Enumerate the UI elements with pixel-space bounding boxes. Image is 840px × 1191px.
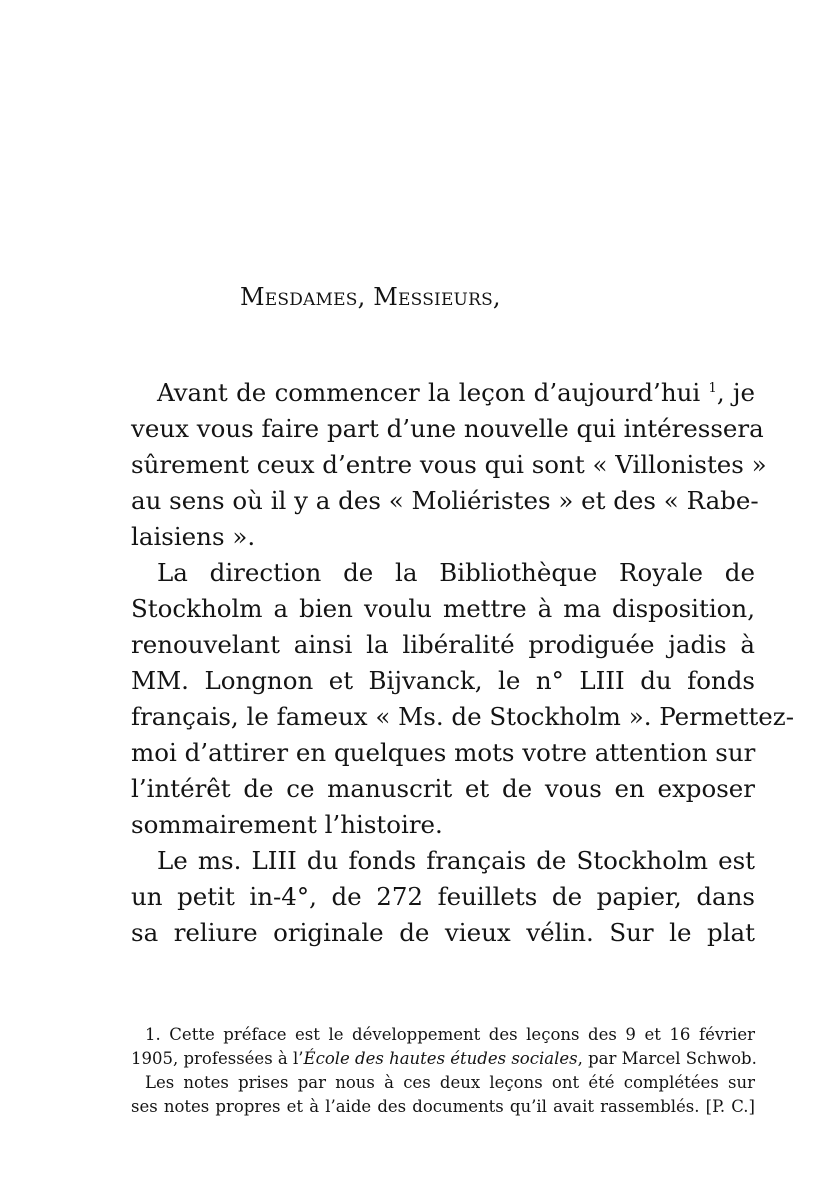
footnote xyxy=(131,1023,755,1119)
text-line: Le ms. LIII du fonds français de Stockholm est xyxy=(157,846,755,875)
text-line: un petit in-4°, de 272 feuillets de papier, dans xyxy=(131,882,755,911)
footnote-line: ses notes propres et à l’aide des documents qu’il avait rassemblés. [P. C.] xyxy=(131,1097,755,1116)
text-line: La direction de la Bibliothèque Royale de xyxy=(157,558,755,587)
text-line: français, le fameux « Ms. de Stockholm ». Permettez- xyxy=(131,702,794,731)
text-line: au sens où il y a des « Moliéristes » et des « Rabe- xyxy=(131,486,759,515)
institution-title: École des hautes études sociales xyxy=(303,1049,578,1068)
text-line: veux vous faire part d’une nouvelle qui intéressera xyxy=(131,414,764,443)
text-line: renouvelant ainsi la libéralité prodiguée jadis à xyxy=(131,630,755,659)
body-text xyxy=(131,375,794,951)
text-line: moi d’attirer en quelques mots votre attention sur xyxy=(131,738,756,767)
text-line: sûrement ceux d’entre vous qui sont « Villonistes » xyxy=(131,450,767,479)
footnote-marker[interactable]: 1 xyxy=(708,381,717,396)
salutation-heading: Mesdames, Messieurs, xyxy=(240,283,501,311)
footnote-line: Les notes prises par nous à ces deux leçons ont été complétées sur xyxy=(145,1073,755,1092)
text-line: laisiens ». xyxy=(131,522,256,551)
text-line: Avant de commencer la leçon d’aujourd’hui $^1$, je xyxy=(157,378,756,407)
footnote-line: 1905, professées à l’École des hautes études sociales, par Marcel Schwob. xyxy=(131,1049,757,1068)
text-line: Stockholm a bien voulu mettre à ma disposition, xyxy=(131,594,755,623)
text-line: l’intérêt de ce manuscrit et de vous en exposer xyxy=(131,774,755,803)
text-line: sommairement l’histoire. xyxy=(131,810,443,839)
text-line: MM. Longnon et Bijvanck, le n° LIII du fonds xyxy=(131,666,755,695)
footnote-line: 1. Cette préface est le développement des leçons des 9 et 16 février xyxy=(145,1025,755,1044)
text-line: sa reliure originale de vieux vélin. Sur le plat xyxy=(131,918,755,947)
